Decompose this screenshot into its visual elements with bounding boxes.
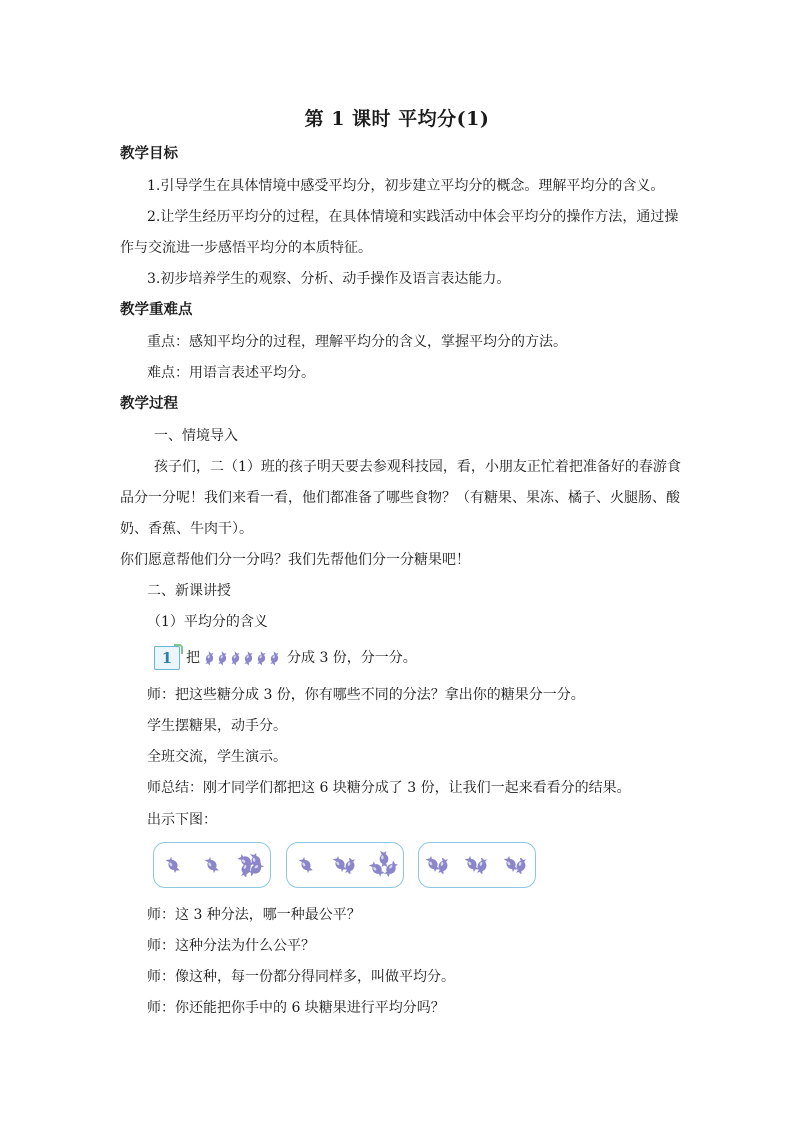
intro-line-b: 品分一分呢！我们来看一看，他们都准备了哪些食物？（有糖果、果冻、橘子、火腿肠、酸 xyxy=(120,490,680,506)
wrapped-candy-icon xyxy=(216,651,229,666)
part-1-heading: 一、情境导入 xyxy=(154,428,238,444)
grouping-box-3 xyxy=(418,842,536,888)
candy-row xyxy=(204,651,281,666)
goal-1: 1.引导学生在具体情境中感受平均分，初步建立平均分的概念。理解平均分的含义。 xyxy=(147,178,665,194)
part-2-heading: 二、新课讲授 xyxy=(147,583,231,599)
teacher-line-5: 出示下图： xyxy=(147,812,217,828)
candy-icon xyxy=(298,857,314,873)
teacher-line-1: 师：把这些糖分成 3 份，你有哪些不同的分法？拿出你的糖果分一分。 xyxy=(147,687,585,703)
question-4: 师：你还能把你手中的 6 块糖果进行平均分吗？ xyxy=(147,1000,445,1016)
exercise-suffix: 分成 3 份，分一分。 xyxy=(287,650,417,666)
keypoint: 重点：感知平均分的过程，理解平均分的含义，掌握平均分的方法。 xyxy=(147,334,567,350)
goal-2a: 2.让学生经历平均分的过程，在具体情境和实践活动中体会平均分的操作方法，通过操 xyxy=(147,209,679,225)
candy-icon xyxy=(165,857,181,873)
difficulty: 难点：用语言表述平均分。 xyxy=(147,365,315,381)
wrapped-candy-icon xyxy=(203,651,216,666)
candy-icon xyxy=(204,857,220,873)
candy-icon xyxy=(474,858,490,874)
candy-icon xyxy=(248,861,264,877)
wrapped-candy-icon xyxy=(268,651,281,666)
sub-heading-1: （1）平均分的含义 xyxy=(147,614,268,630)
teacher-line-4: 师总结：刚才同学们都把这 6 块糖分成了 3 份，让我们一起来看看分的结果。 xyxy=(147,780,631,796)
question-3: 师：像这种，每一份都分得同样多，叫做平均分。 xyxy=(147,969,455,985)
goals-heading: 教学目标 xyxy=(120,145,178,162)
grouping-box-2 xyxy=(286,842,404,888)
candy-icon xyxy=(435,858,451,874)
goal-2b: 作与交流进一步感悟平均分的本质特征。 xyxy=(120,240,372,256)
process-heading: 教学过程 xyxy=(120,395,178,412)
candy-icon xyxy=(342,858,358,874)
candy-icon xyxy=(383,861,399,877)
intro-line-d: 你们愿意帮他们分一分吗？我们先帮他们分一分糖果吧！ xyxy=(120,552,470,568)
question-1: 师：这 3 种分法，哪一种最公平？ xyxy=(147,907,361,923)
question-2: 师：这种分法为什么公平？ xyxy=(147,938,315,954)
candy-icon xyxy=(513,858,529,874)
teacher-line-2: 学生摆糖果，动手分。 xyxy=(147,718,287,734)
wrapped-candy-icon xyxy=(242,651,255,666)
goal-3: 3.初步培养学生的观察、分析、动手操作及语言表达能力。 xyxy=(147,271,511,287)
intro-line-c: 奶、香蕉、牛肉干）。 xyxy=(120,521,253,537)
teacher-line-3: 全班交流，学生演示。 xyxy=(147,749,287,765)
exercise-prefix: 把 xyxy=(186,650,200,666)
exercise-number-badge: 1 xyxy=(154,646,180,670)
page-title: 第 1 课时 平均分(1) xyxy=(304,108,490,130)
exercise-1 xyxy=(154,646,417,670)
wrapped-candy-icon xyxy=(229,651,242,666)
intro-line-a: 孩子们，二（1）班的孩子明天要去参观科技园，看，小朋友正忙着把准备好的春游食 xyxy=(154,459,681,475)
keypoints-heading: 教学重难点 xyxy=(120,301,193,318)
grouping-box-1 xyxy=(153,842,271,888)
wrapped-candy-icon xyxy=(255,651,268,666)
